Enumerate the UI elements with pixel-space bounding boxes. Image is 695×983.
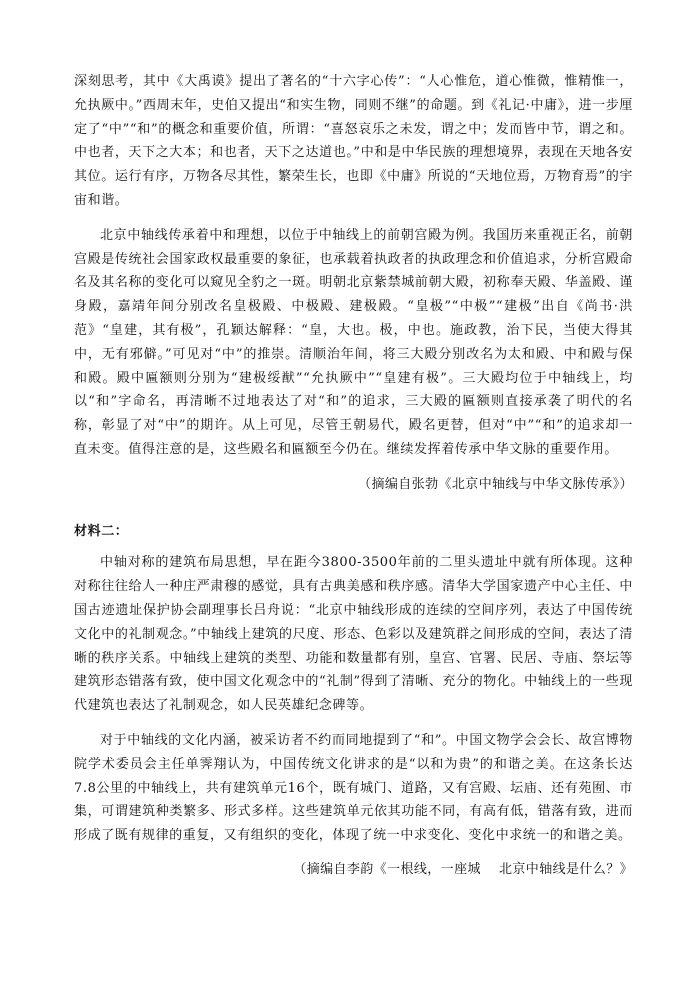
citation-2: （摘编自李韵《一根线，一座城 北京中轴线是什么？》 xyxy=(293,861,633,877)
paragraph-3: 中轴对称的建筑布局思想，早在距今3800-3500年前的二里头遗址中就有所体现。这种对称往往给人一种庄严肃穆的感觉，具有古典美感和秩序感。清华大学国家遗产中心主任、中国古迹遗址保护协会副理事长吕舟说：“北京中轴线形成的连续的空间序列，表达了中国传统文化中的礼制观念。”中轴线上建筑的尺度、形态、色彩以及建筑群之间形成的空间，表达了清晰的秩序关系。中轴线上建筑的类型、功能和数量都有别，皇宫、官署、民居、寺庙、祭坛等建筑形态错落有致，使中国文化观念中的“礼制”得到了清晰、充分的物化。中轴线上的一些现代建筑也表达了礼制观念，如人民英雄纪念碑等。 xyxy=(74,555,633,714)
paragraph-2: 北京中轴线传承着中和理想，以位于中轴线上的前朝宫殿为例。我国历来重视正名，前朝宫殿是传统社会国家政权最重要的象征，也承载着执政者的执政理念和价值追求，分析宫殿命名及其名称的变化可以窥见全豹之一斑。明朝北京紫禁城前朝大殿，初称奉天殿、华盖殿、谨身殿，嘉靖年间分别改名皇极殿、中极殿、建极殿。“皇极”“中极”“建极”出自《尚书·洪范》“皇建，其有极”，孔颖达解释：“皇，大也。极，中也。施政教，治下民，当使大得其中，无有邪僻。”可见对“中”的推崇。清顺治年间，将三大殿分别改名为太和殿、中和殿与保和殿。殿中匾额则分别为“建极绥猷”“允执厥中”“皇建有极”。三大殿均位于中轴线上，均以“和”字命名，再清晰不过地表达了对“和”的追求，三大殿的匾额则直接承袭了明代的名称，彰显了对“中”的期许。从上可见，尽管王朝易代，殿名更替，但对“中”“和”的追求却一直未变。值得注意的是，这些殿名和匾额至今仍在。继续发挥着传承中华文脉的重要作用。 xyxy=(74,227,633,457)
paragraph-1: 深刻思考，其中《大禹谟》提出了著名的“十六字心传”：“人心惟危，道心惟微，惟精惟一，允执厥中。”西周末年，史伯又提出“和实生物，同则不继”的命题。到《礼记·中庸》，进一步厘定了“中”“和”的概念和重要价值，所谓：“喜怒哀乐之未发，谓之中；发而皆中节，谓之和。中也者，天下之大本；和也者，天下之达道也。”中和是中华民族的理想境界，表现在天地各安其位。运行有序，万物各尽其性，繁荣生长，也即《中庸》所说的“天地位焉，万物育焉”的宇宙和谐。 xyxy=(74,74,633,208)
paragraph-4: 对于中轴线的文化内涵，被采访者不约而同地提到了“和”。中国文物学会会长、故宫博物院学术委员会主任单霁翔认为，中国传统文化讲求的是“以和为贵”的和谐之美。在这条长达7.8公里的中轴线上，共有建筑单元16个，既有城门、道路，又有宫殿、坛庙、还有苑囿、市集，可谓建筑种类繁多、形式多样。这些建筑单元依其功能不同，有高有低，错落有致，进而形成了既有规律的重复，又有组织的变化，体现了统一中求变化、变化中求统一的和谐之美。 xyxy=(74,732,633,844)
citation-1: （摘编自张勃《北京中轴线与中华文脉传承》） xyxy=(358,476,633,492)
section-heading-material-2: 材料二： xyxy=(74,523,129,539)
